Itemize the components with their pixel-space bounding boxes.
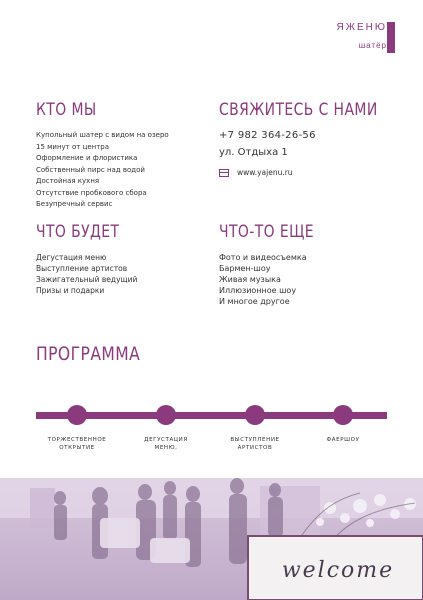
welcome-sign-text: welcome (281, 558, 395, 583)
will-be-title: ЧТО БУДЕТ (36, 222, 120, 242)
will-be-list (36, 252, 138, 296)
list-item: Дегустация меню (36, 253, 107, 262)
brand-subtitle: шатёр (358, 41, 387, 50)
website-link[interactable]: www.yajenu.ru (237, 168, 293, 177)
more-list (219, 252, 335, 307)
website-row[interactable] (219, 168, 413, 177)
list-item: Зажигательный ведущий (36, 275, 138, 284)
list-item: Иллюзионное шоу (219, 286, 297, 295)
more-title: ЧТО-ТО ЕЩЕ (219, 222, 314, 242)
timeline-dot (245, 405, 265, 425)
brand-name: ЯЖЕНЮ (336, 22, 387, 33)
browser-window-icon (219, 169, 229, 177)
phone-number[interactable]: +7 982 364-26-56 (219, 130, 316, 141)
address: ул. Отдыха 1 (219, 147, 288, 158)
timeline-dot (333, 405, 353, 425)
list-item: Собственный пирс над водой (36, 165, 145, 174)
list-item: Достойная кухня (36, 177, 100, 185)
program-step: ФАЕРШОУ (326, 437, 360, 443)
list-item: Купольный шатер с видом на озеро (36, 131, 169, 139)
list-item: Безупречный сервис (36, 200, 113, 208)
list-item: 15 минут от центра (36, 142, 110, 151)
list-item: Отсутствие пробкового сбора (36, 188, 147, 197)
more-section (219, 222, 335, 307)
about-title: КТО МЫ (36, 100, 97, 120)
list-item: Живая музыка (219, 275, 281, 284)
timeline-dot (156, 405, 176, 425)
contacts-section (219, 100, 413, 177)
contacts-title: СВЯЖИТЕСЬ С НАМИ (219, 100, 378, 120)
list-item: Призы и подарки (36, 286, 105, 295)
brand-logo (337, 22, 387, 50)
list-item: Бармен-шоу (219, 264, 271, 273)
brand-accent-bar (387, 22, 395, 53)
list-item: И многое другое (219, 297, 290, 306)
list-item: Оформление и флористика (36, 154, 138, 162)
event-photo (0, 478, 423, 600)
list-item: Фото и видеосъемка (219, 253, 307, 262)
list-item: Выступление артистов (36, 264, 128, 273)
about-section (36, 100, 169, 211)
will-be-section (36, 222, 138, 296)
program-step: ТОРЖЕСТВЕННОЕ ОТКРЫТИЕ (47, 437, 107, 451)
program-step: ДЕГУСТАЦИЯ МЕНЮ, (144, 437, 188, 451)
timeline-dot (67, 405, 87, 425)
program-title: ПРОГРАММА (36, 343, 141, 365)
program-step: ВЫСТУПЛЕНИЕ АРТИСТОВ (230, 437, 280, 451)
about-list (36, 130, 169, 211)
